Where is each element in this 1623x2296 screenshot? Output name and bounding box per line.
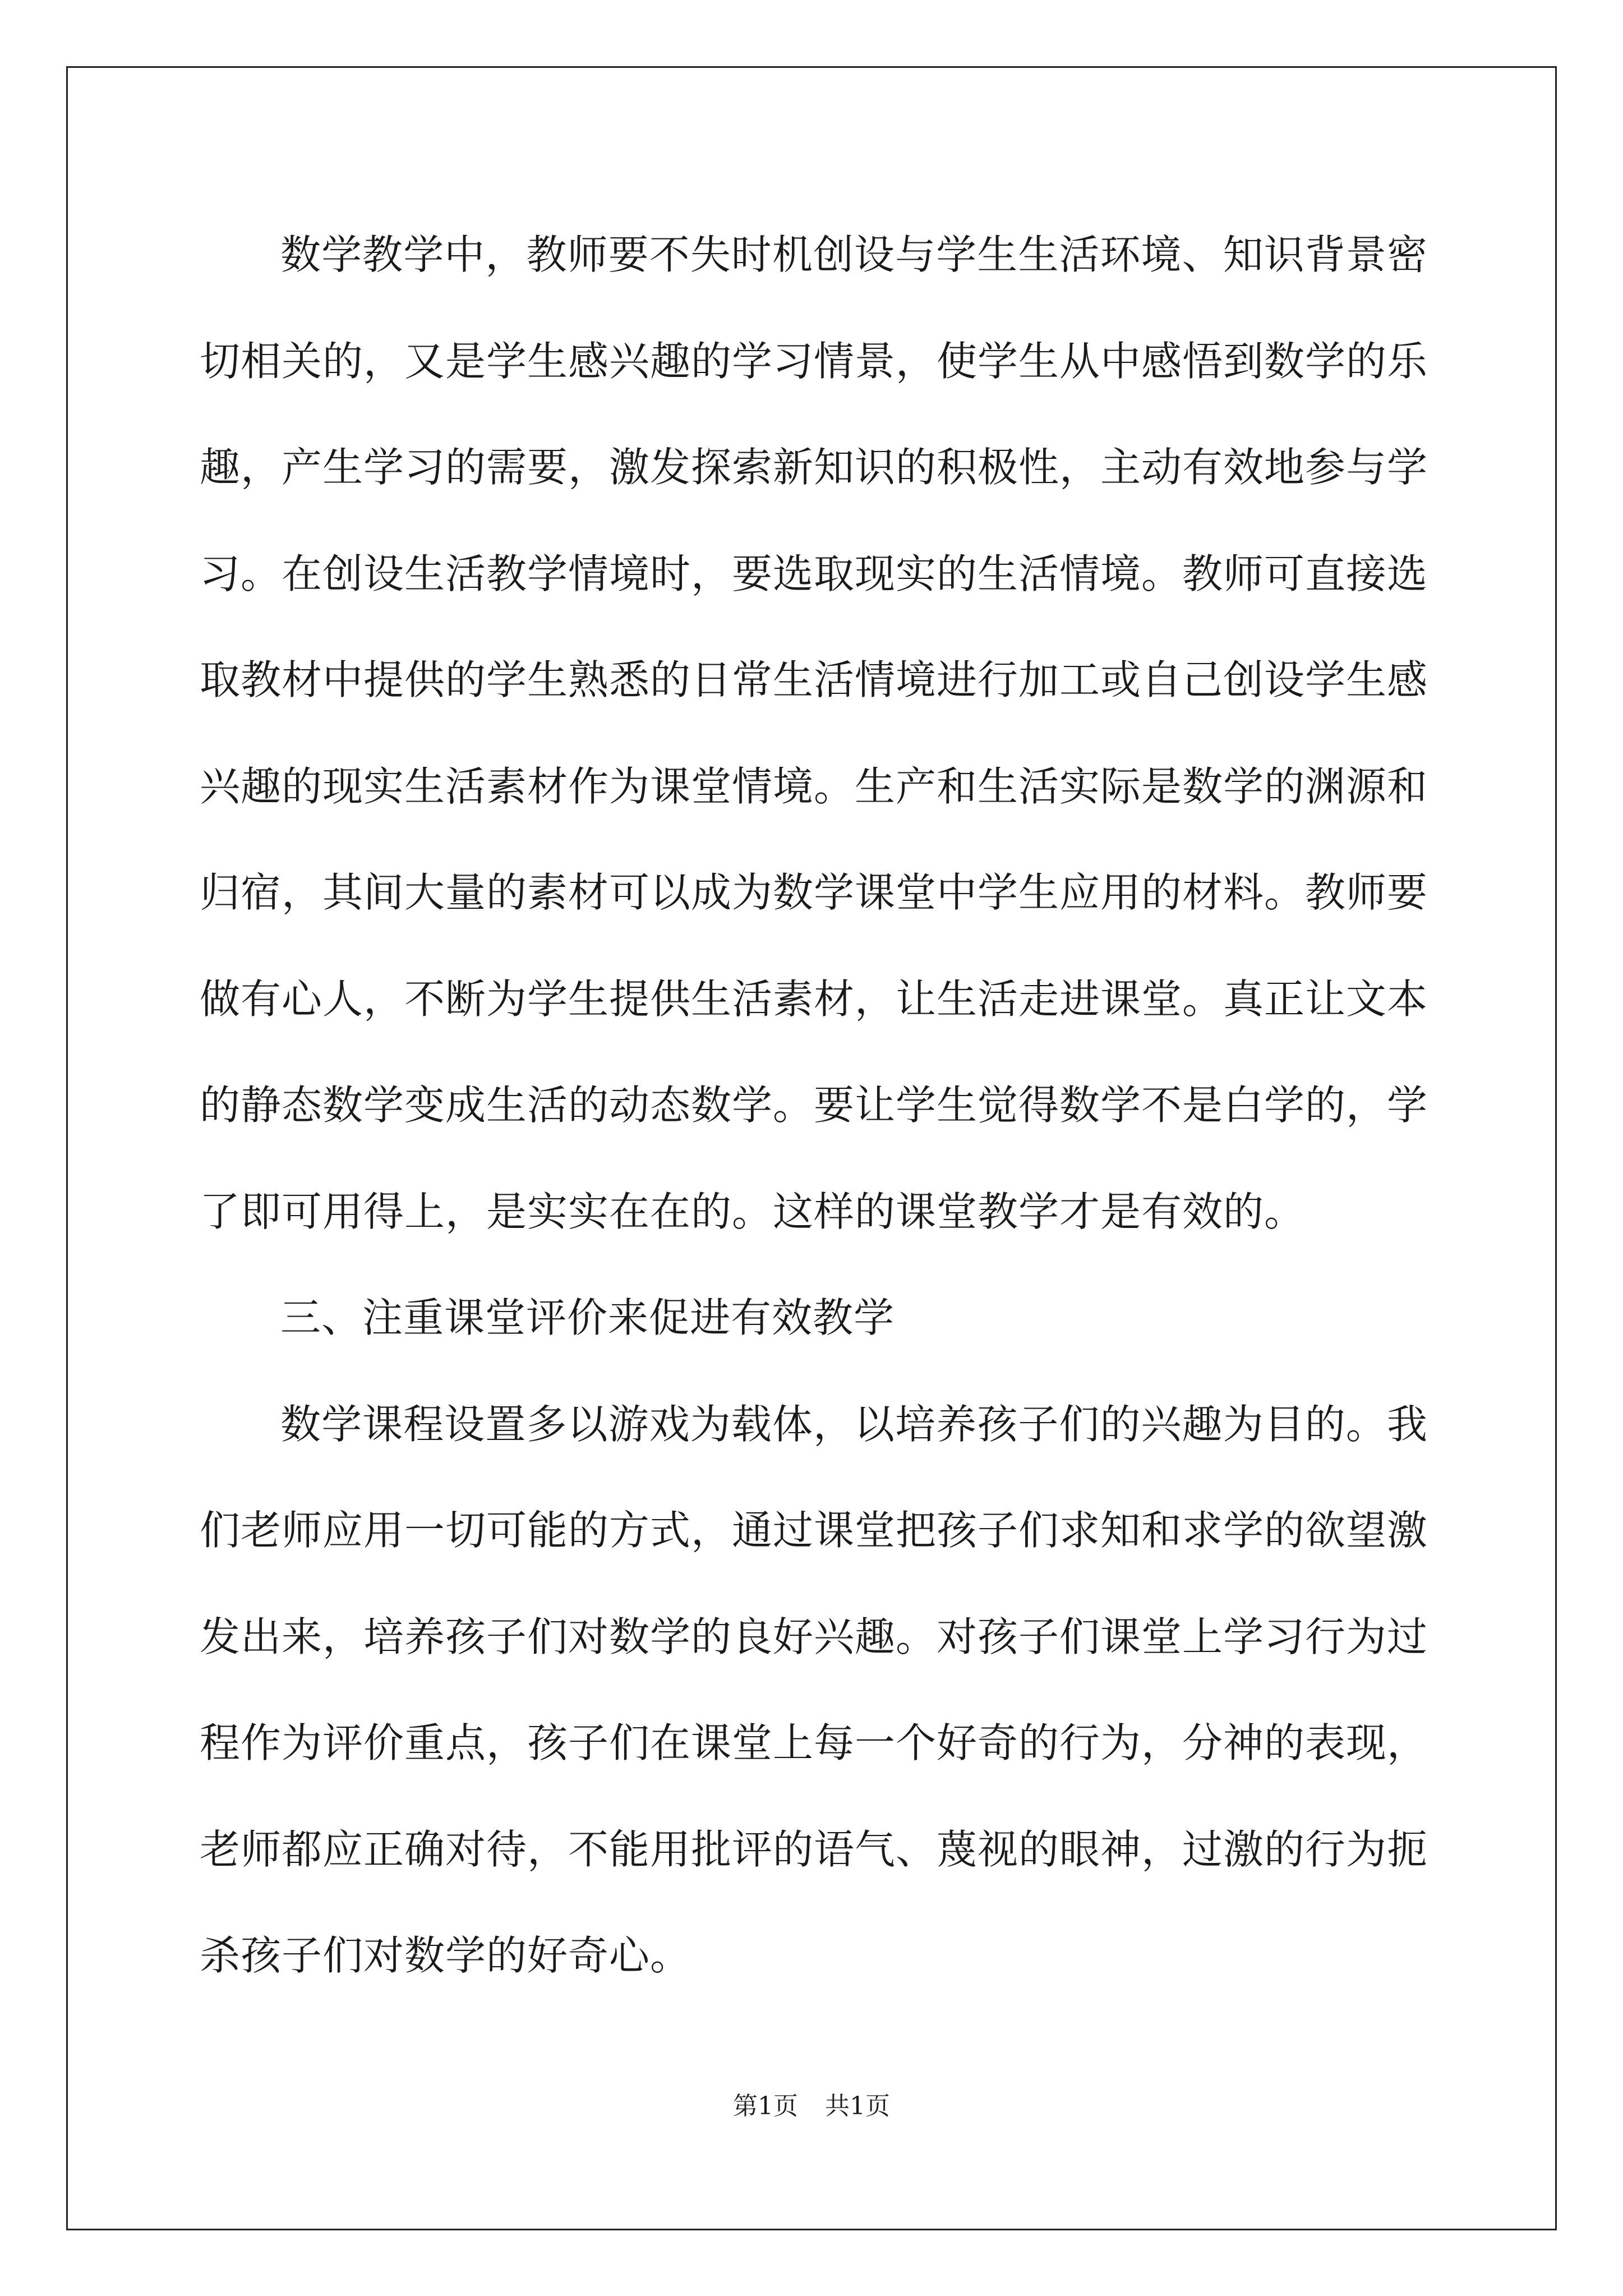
text-line: 习。在创设生活教学情境时，要选取现实的生活情境。教师可直接选: [200, 550, 1428, 597]
page-total: 共1页: [825, 2092, 890, 2120]
text-line: 三、注重课堂评价来促进有效教学: [280, 1294, 895, 1341]
text-line: 取教材中提供的学生熟悉的日常生活情境进行加工或自己创设学生感: [200, 656, 1428, 703]
text-line: 数学教学中，教师要不失时机创设与学生生活环境、知识背景密: [280, 231, 1428, 278]
text-line: 兴趣的现实生活素材作为课堂情境。生产和生活实际是数学的渊源和: [200, 762, 1428, 810]
text-line: 们老师应用一切可能的方式，通过课堂把孩子们求知和求学的欲望激: [200, 1507, 1428, 1554]
text-line: 了即可用得上，是实实在在的。这样的课堂教学才是有效的。: [200, 1188, 1306, 1235]
document-body: [200, 202, 1428, 2009]
page-footer: [0, 2086, 1623, 2122]
text-line: 杀孩子们对数学的好奇心。: [200, 1932, 691, 1979]
text-line: 老师都应正确对待，不能用批评的语气、蔑视的眼神，过激的行为扼: [200, 1825, 1428, 1873]
text-line: 归宿，其间大量的素材可以成为数学课堂中学生应用的材料。教师要: [200, 869, 1428, 916]
text-line: 切相关的，又是学生感兴趣的学习情景，使学生从中感悟到数学的乐: [200, 337, 1428, 385]
page-number: 第1页: [733, 2092, 798, 2120]
text-line: 程作为评价重点，孩子们在课堂上每一个好奇的行为，分神的表现，: [200, 1719, 1428, 1766]
text-line: 数学课程设置多以游戏为载体，以培养孩子们的兴趣为目的。我: [280, 1400, 1428, 1448]
text-line: 的静态数学变成生活的动态数学。要让学生觉得数学不是白学的，学: [200, 1082, 1428, 1129]
text-line: 发出来，培养孩子们对数学的良好兴趣。对孩子们课堂上学习行为过: [200, 1613, 1428, 1660]
text-line: 趣，产生学习的需要，激发探索新知识的积极性，主动有效地参与学: [200, 444, 1428, 491]
text-line: 做有心人，不断为学生提供生活素材，让生活走进课堂。真正让文本: [200, 975, 1428, 1023]
paragraph-lines: [200, 202, 1428, 2009]
